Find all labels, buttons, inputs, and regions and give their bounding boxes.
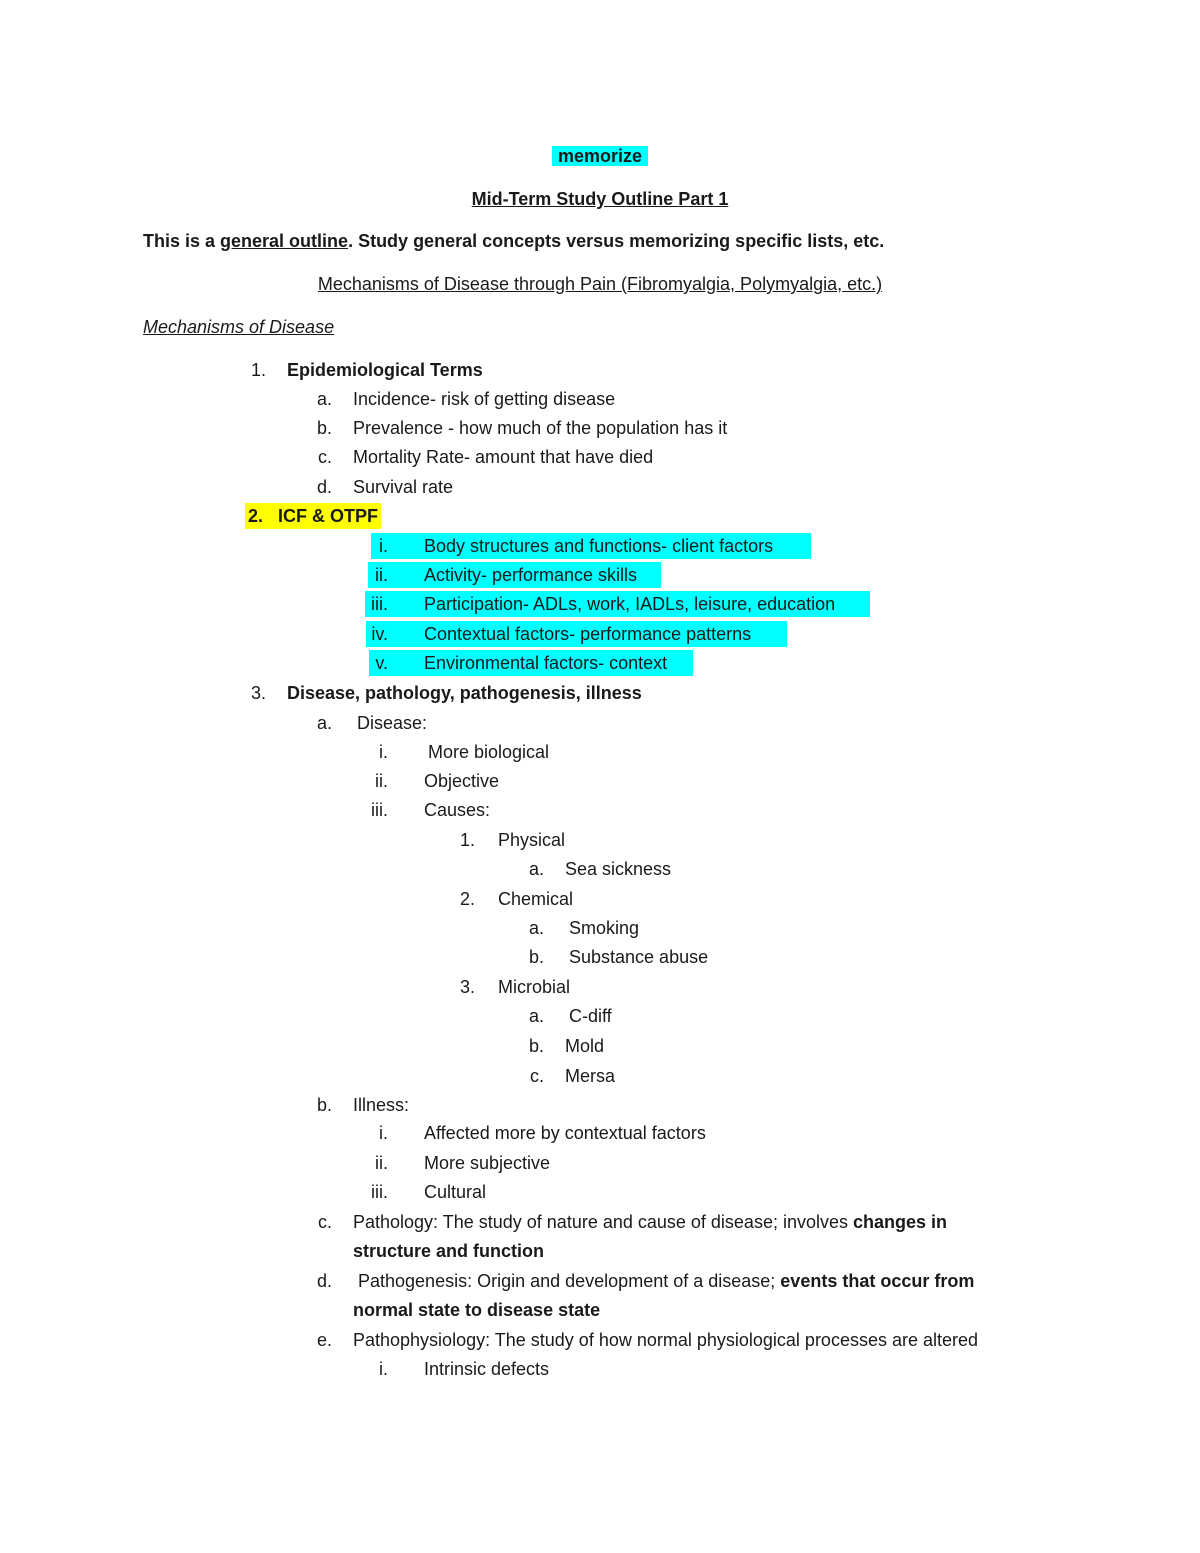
term: Pathology: [353, 1212, 439, 1232]
item-text: Mersa [565, 1066, 616, 1086]
item-text: Activity- performance skills [424, 565, 638, 585]
item-text: More biological [428, 742, 550, 762]
item-marker: c. [317, 447, 332, 467]
item-marker: e. [316, 1330, 332, 1350]
item-marker: b. [528, 1036, 544, 1056]
item-marker: ii. [375, 771, 388, 791]
item-marker: 2. [459, 889, 475, 909]
item-text: Microbial [498, 977, 571, 997]
item-text: Intrinsic defects [424, 1359, 550, 1379]
item-text: C-diff [569, 1006, 612, 1026]
item-marker: c. [317, 1212, 332, 1232]
item-text [353, 1327, 978, 1353]
definition: The study of how normal physiological processes are altered [490, 1330, 979, 1350]
item-text: Survival rate [353, 477, 454, 497]
item-marker: iv. [371, 624, 388, 644]
item-text: Mold [565, 1036, 605, 1056]
item-text [353, 1268, 974, 1294]
item-text: Contextual factors- performance patterns [424, 624, 752, 644]
item-marker: ii. [375, 1153, 388, 1173]
emphasis: normal state to disease state [353, 1300, 601, 1320]
item-marker: iii. [371, 594, 388, 614]
item-marker: 2. [248, 506, 264, 526]
item-marker: 3. [250, 683, 266, 703]
emphasis: events that occur from [780, 1271, 975, 1291]
intro-link: general outline [220, 231, 349, 251]
item-text: Causes: [424, 800, 491, 820]
definition: Origin and development of a disease; [472, 1271, 781, 1291]
item-label: Disease, pathology, pathogenesis, illness [287, 683, 642, 703]
item-marker: d. [316, 477, 332, 497]
item-text: Illness: [353, 1095, 410, 1115]
item-marker: a. [316, 713, 332, 733]
item-text: More subjective [424, 1153, 551, 1173]
item-text: Environmental factors- context [424, 653, 668, 673]
item-text: Sea sickness [565, 859, 672, 879]
item-marker: a. [528, 859, 544, 879]
item-marker: i. [379, 742, 388, 762]
item-text: Incidence- risk of getting disease [353, 389, 616, 409]
item-text: Objective [424, 771, 500, 791]
item-marker: b. [528, 947, 544, 967]
item-marker: i. [379, 1359, 388, 1379]
intro-line [143, 228, 884, 254]
item-text: Smoking [569, 918, 640, 938]
page-title: Mid-Term Study Outline Part 1 [471, 189, 729, 209]
item-marker: b. [316, 418, 332, 438]
item-label: ICF & OTPF [278, 506, 379, 526]
term: Pathogenesis: [353, 1271, 473, 1291]
item-text: Affected more by contextual factors [424, 1123, 706, 1143]
item-text: Physical [498, 830, 566, 850]
emphasis: changes in [853, 1212, 948, 1232]
item-marker: i. [379, 536, 388, 556]
item-marker: 3. [459, 977, 475, 997]
item-marker: a. [528, 1006, 544, 1026]
item-marker: i. [379, 1123, 388, 1143]
item-text: Prevalence - how much of the population has it [353, 418, 728, 438]
definition: The study of nature and cause of disease; involves [438, 1212, 853, 1232]
item-marker: c. [529, 1066, 544, 1086]
emphasis: structure and function [353, 1241, 545, 1261]
item-text: Cultural [424, 1182, 487, 1202]
item-text [353, 1209, 947, 1235]
memorize-tag: memorize [552, 146, 648, 166]
intro-pre: This is a [143, 231, 221, 251]
item-text: Chemical [498, 889, 574, 909]
item-label: Epidemiological Terms [287, 360, 483, 380]
intro-post: . Study general concepts versus memorizing specific lists, etc. [348, 231, 885, 251]
item-label-highlight [245, 503, 381, 529]
item-text: Substance abuse [569, 947, 709, 967]
item-text: Disease: [357, 713, 428, 733]
item-marker: 1. [459, 830, 475, 850]
memorize-tag-line [0, 143, 1200, 169]
item-marker: d. [316, 1271, 332, 1291]
item-marker: v. [375, 653, 388, 673]
item-text: Participation- ADLs, work, IADLs, leisure, education [424, 594, 836, 614]
term: Pathophysiology: [353, 1330, 491, 1350]
item-text: Mortality Rate- amount that have died [353, 447, 654, 467]
item-text: Body structures and functions- client factors [424, 536, 774, 556]
item-marker: b. [316, 1095, 332, 1115]
item-marker: ii. [375, 565, 388, 585]
item-marker: iii. [371, 800, 388, 820]
subsection-title: Mechanisms of Disease [143, 317, 335, 337]
item-marker: a. [316, 389, 332, 409]
item-marker: iii. [371, 1182, 388, 1202]
item-marker: 1. [250, 360, 266, 380]
section-title: Mechanisms of Disease through Pain (Fibromyalgia, Polymyalgia, etc.) [317, 274, 883, 294]
item-marker: a. [528, 918, 544, 938]
